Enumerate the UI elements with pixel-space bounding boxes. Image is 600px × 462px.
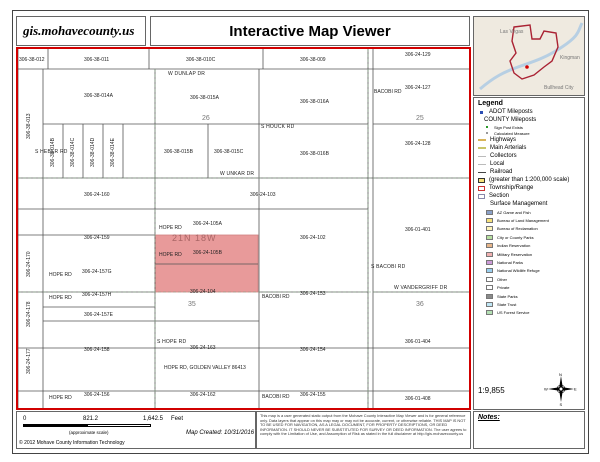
parcel-label: 306-38-009 [300, 57, 326, 63]
parcel-label: 306-38-010C [186, 57, 216, 63]
legend-item-county-line: (greater than 1:200,000 scale) [478, 176, 580, 184]
parcel-label: 306-24-156 [84, 392, 110, 398]
copyright: © 2012 Mohave County Information Technology [19, 440, 125, 446]
parcel-label: 306-24-158 [84, 347, 110, 353]
compass-n: N [559, 372, 562, 377]
parcel-label: 306-38-014D [90, 137, 96, 167]
parcel-label: 306-24-102 [300, 235, 326, 241]
address-label: HOPE RD [159, 225, 182, 231]
parcel-label: 306-38-013 [26, 113, 32, 139]
scale-bar-segment [87, 424, 151, 427]
surface-swatch [486, 252, 493, 257]
scale-compass-panel [473, 368, 585, 410]
parcel-label: 306-24-163 [190, 345, 216, 351]
surface-swatch [486, 218, 493, 223]
parcel-label: 306-24-157H [82, 292, 112, 298]
parcel-label: 306-24-105A [193, 221, 222, 227]
surface-swatch [486, 235, 493, 240]
address-label: BACOBI RD [262, 294, 290, 300]
scale-unit: Feet [171, 416, 184, 422]
road-label-hope: S HOPE RD [157, 339, 187, 345]
parcel-label: 306-38-014A [84, 93, 113, 99]
surface-label: Private [497, 285, 510, 291]
map-canvas[interactable] [16, 47, 471, 410]
road-label-vandergriff: W VANDERGRIFF DR [394, 285, 448, 291]
page-title: Interactive Map Viewer [229, 22, 391, 40]
legend-item-surface-mgmt: Surface Management [490, 201, 548, 207]
compass-e: E [574, 386, 577, 392]
scale-end: 1,642.5 [143, 416, 164, 422]
address-label: HOPE RD [49, 395, 72, 401]
inset-label-kingman: Kingman [560, 55, 580, 61]
parcel-label: 306-38-014E [110, 138, 116, 167]
site-header [16, 16, 146, 46]
road-label-heber: S HEBER RD [35, 149, 68, 155]
surface-label: US Forest Service [497, 310, 530, 316]
map-created-date: Map Created: 10/31/2016 [186, 430, 255, 436]
surface-swatch [486, 277, 493, 282]
parcel-label: 306-24-160 [84, 192, 110, 198]
map-parcel-lines [18, 49, 469, 408]
legend-item-local: Local [478, 160, 580, 168]
address-label: HOPE RD [159, 252, 182, 258]
parcel-label: 306-24-105B [193, 250, 222, 256]
legend-item-calculated: Calculated Measure [478, 130, 580, 136]
surface-label: State Trust [497, 301, 517, 307]
surface-swatch [486, 243, 493, 248]
surface-label: National Parks [497, 260, 524, 266]
legend-item-surface [478, 258, 580, 266]
legend-item-surface [478, 275, 580, 283]
legend-item-surface [478, 300, 580, 308]
parcel-label: 306-24-128 [405, 141, 431, 147]
scale-mid: 821.2 [83, 416, 99, 422]
surface-label: City or County Parks [497, 234, 534, 240]
address-label: BACOBI RD [262, 394, 290, 400]
road-label-unkar: W UNKAR DR [220, 171, 255, 177]
legend-item-surface [478, 267, 580, 275]
parcel-label: 306-38-011 [84, 57, 110, 63]
parcel-label: 306-24-129 [405, 52, 431, 58]
inset-label-bullhead: Bullhead City [544, 85, 574, 91]
notes-label: Notes: [478, 414, 500, 421]
sign-post-icon [486, 126, 488, 128]
legend-title: Legend [478, 100, 503, 107]
parcel-label: 306-24-104 [190, 289, 216, 295]
legend-item-surface [478, 216, 580, 224]
township-label: 21N 18W [172, 233, 217, 243]
parcel-label: 306-24-159 [84, 235, 110, 241]
parcel-label: 306-01-401 [405, 227, 431, 233]
road-label-dunlap: W DUNLAP DR [168, 71, 206, 77]
surface-swatch [486, 294, 493, 299]
legend-item-highways: Highways [478, 136, 580, 144]
surface-label: Other [497, 276, 508, 282]
surface-swatch [486, 310, 493, 315]
surface-label: National Wildlife Refuge [497, 268, 540, 274]
surface-swatch [486, 302, 493, 307]
compass-w: W [544, 386, 548, 392]
parcel-label: 306-38-015A [190, 95, 219, 101]
address-label: HOPE RD [49, 272, 72, 278]
section-number: 26 [202, 115, 210, 122]
legend-item-surface [478, 309, 580, 317]
parcel-label: 306-38-014B [50, 138, 56, 167]
parcel-label: 306-24-127 [405, 85, 431, 91]
legend-item-sign-post: Sign Post Exists [478, 124, 580, 130]
parcel-label: 306-24-170 [26, 251, 32, 277]
surface-label: Bureau of Land Management [497, 218, 549, 224]
parcel-label: 306-24-157G [82, 269, 112, 275]
calculated-measure-icon [486, 132, 488, 134]
address-label: BACOBI RD [374, 89, 402, 95]
surface-label: Military Reservation [497, 251, 533, 257]
parcel-label: 306-38-012 [19, 57, 45, 63]
section-number: 35 [188, 301, 196, 308]
legend-item-surface [478, 284, 580, 292]
legend-item-surface [478, 233, 580, 241]
overview-map-graphic [474, 17, 585, 96]
surface-swatch [486, 268, 493, 273]
inset-label-las-vegas: Las Vegas [500, 29, 524, 35]
surface-swatch [486, 285, 493, 290]
legend-item-surface [478, 250, 580, 258]
legend-item-surface [478, 292, 580, 300]
notes-panel [473, 411, 585, 449]
parcel-label: 306-24-154 [300, 347, 326, 353]
parcel-label: 306-24-153 [300, 291, 326, 297]
scale-approx: (approximate scale) [69, 430, 109, 435]
surface-label: Bureau of Reclamation [497, 226, 538, 232]
parcel-label: 306-38-015C [214, 149, 244, 155]
parcel-label: 306-38-016A [300, 99, 329, 105]
site-name[interactable]: gis.mohavecounty.us [23, 23, 135, 38]
legend-item-surface [478, 225, 580, 233]
road-label-bacobi: S BACOBI RD [371, 264, 406, 270]
parcel-label: 306-38-015B [164, 149, 193, 155]
parcel-label: 306-01-404 [405, 339, 431, 345]
parcel-label: 306-24-155 [300, 392, 326, 398]
parcel-label: 306-38-014C [70, 137, 76, 167]
section-number: 36 [416, 301, 424, 308]
legend-item-railroad: Railroad [478, 168, 580, 176]
road-label-houck: S HOUCK RD [261, 124, 295, 130]
compass-icon [544, 372, 578, 406]
legend-item-section: Section [478, 192, 580, 200]
surface-management-list [478, 208, 580, 317]
legend-item-adot: ADOT Mileposts [478, 108, 580, 116]
parcel-label: 306-24-178 [26, 301, 32, 327]
legend-item-surface [478, 242, 580, 250]
title-header [150, 16, 470, 46]
section-number: 25 [416, 115, 424, 122]
address-label: HOPE RD [49, 295, 72, 301]
surface-swatch [486, 210, 493, 215]
legend-item-arterials: Main Arterials [478, 144, 580, 152]
surface-swatch [486, 260, 493, 265]
disclaimer-text: This map is a user generated static output from the Mohave County Interactive Map Viewer and is for general reference only. Data layers that appear on this map may or may not be accurate, current, or otherwise reliable. THIS MAP IS NOT TO BE USED FOR NAVIGATION, AS A LEGAL DOCUMENT, FOR PROPERTY DESCRIPTIONS, OR DEED INFORMATION. IT SHOULD NEVER BE SUBSTITUTED FOR SURVEY OR DEED INFORMATION. The user agrees to comply with the Limitation of Use, and Assumption of Risk as stated in the full disclaimer at http://gis.mohavecounty.us [256, 411, 471, 449]
parcel-label: 306-24-177 [26, 348, 32, 374]
surface-label: AZ Game and Fish [497, 209, 531, 215]
parcel-label: 306-24-157E [84, 312, 113, 318]
scale-bar-segment [23, 424, 87, 427]
surface-swatch [486, 226, 493, 231]
scale-start: 0 [23, 416, 27, 422]
parcel-label: 306-38-016B [300, 151, 329, 157]
legend-item-collectors: Collectors [478, 152, 580, 160]
overview-inset-map[interactable] [473, 16, 585, 96]
parcel-label: 306-01-408 [405, 396, 431, 402]
scale-ratio: 1:9,855 [478, 386, 505, 395]
legend-item-county: COUNTY Mileposts [484, 117, 537, 123]
compass-s: S [559, 402, 563, 406]
parcel-label: 306-24-103 [250, 192, 276, 198]
legend-item-surface [478, 208, 580, 216]
address-label: HOPE RD, GOLDEN VALLEY 86413 [164, 365, 246, 371]
parcel-label: 306-24-162 [190, 392, 216, 398]
surface-label: State Parks [497, 293, 518, 299]
legend-panel [473, 97, 585, 410]
adot-milepost-icon [480, 111, 483, 114]
surface-label: Indian Reservation [497, 243, 531, 249]
legend-item-township: Township/Range [478, 184, 580, 192]
